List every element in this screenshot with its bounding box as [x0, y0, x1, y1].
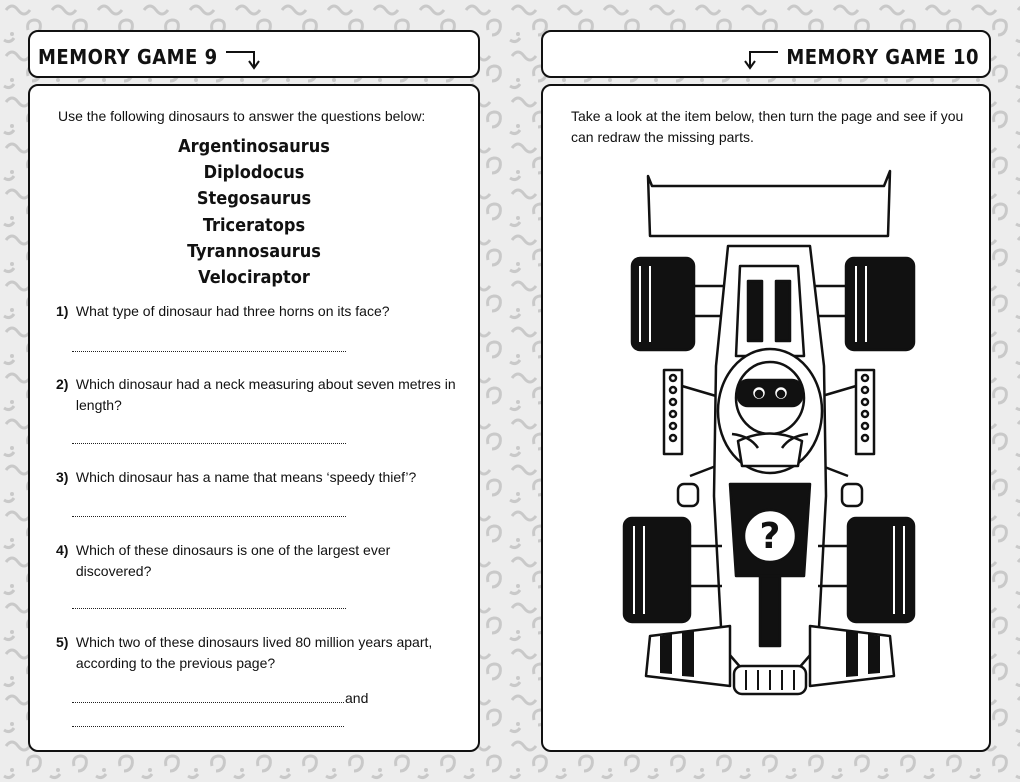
answer-line-5a[interactable]: [72, 702, 344, 703]
question-number: 1): [56, 303, 69, 319]
question-text: Which two of these dinosaurs lived 80 million years apart, according to the previous page?: [75, 634, 433, 671]
rear-left-wheel: [632, 258, 694, 350]
dinosaur-name: Triceratops: [202, 214, 306, 236]
left-intro: Use the following dinosaurs to answer the questions below:: [58, 108, 426, 124]
dinosaur-list: [30, 134, 478, 291]
and-label: and: [345, 690, 369, 706]
left-header: [28, 30, 480, 78]
right-header-title: MEMORY GAME 10: [786, 45, 979, 69]
dinosaur-name: Tyrannosaurus: [187, 240, 321, 262]
question-4: [56, 540, 456, 582]
answer-line-3[interactable]: [72, 516, 346, 517]
right-mirror: [842, 484, 862, 506]
rear-wing: [648, 171, 890, 236]
answer-line-4[interactable]: [72, 608, 346, 609]
left-header-title: MEMORY GAME 9: [38, 45, 218, 69]
question-text: Which dinosaur had a neck measuring about seven metres in length?: [75, 376, 456, 413]
question-text: What type of dinosaur had three horns on its face?: [75, 303, 390, 319]
right-header: [541, 30, 991, 78]
question-text: Which dinosaur has a name that means ‘speedy thief’?: [75, 469, 417, 485]
question-3: [56, 467, 456, 488]
dinosaur-name: Argentinosaurus: [178, 136, 330, 157]
arrow-down-left-icon: [740, 44, 780, 70]
left-mirror: [678, 484, 698, 506]
dinosaur-name: Diplodocus: [203, 162, 305, 184]
answer-line-1[interactable]: [72, 351, 346, 352]
question-text: Which of these dinosaurs is one of the largest ever discovered?: [75, 542, 391, 579]
right-intro: Take a look at the item below, then turn the page and see if you can redraw the missing parts.: [571, 108, 964, 145]
question-number: 3): [56, 469, 69, 485]
race-car-illustration: [620, 166, 920, 706]
question-number: 5): [56, 634, 69, 650]
question-2: [56, 374, 456, 416]
question-1: [56, 301, 456, 322]
arrow-down-right-icon: [224, 44, 264, 70]
dinosaur-name: Velociraptor: [198, 267, 310, 289]
question-mark: ?: [759, 516, 781, 557]
question-number: 2): [56, 376, 69, 392]
answer-line-5b[interactable]: [72, 726, 344, 727]
dinosaur-name: Stegosaurus: [196, 188, 312, 210]
answer-line-2[interactable]: [72, 443, 346, 444]
question-5: [56, 632, 456, 674]
question-number: 4): [56, 542, 69, 558]
